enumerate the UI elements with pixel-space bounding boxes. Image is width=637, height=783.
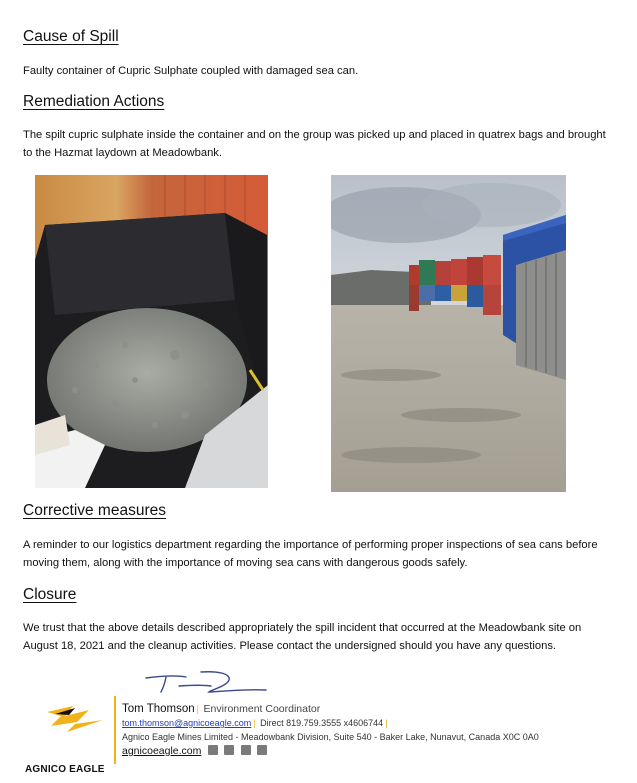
closure-text: We trust that the above details described appropriately the spill incident that occurred at the Meadowbank site on August 18, 2021 and the cleanup activities. Please contact the undersigned should you have any questions. (23, 622, 582, 652)
signer-address: Agnico Eagle Mines Limited - Meadowbank Division, Suite 540 - Baker Lake, Nunavut, Canada X0C 0A0 (122, 732, 539, 742)
yard-photo (331, 175, 566, 492)
bin-photo (35, 175, 268, 488)
handwritten-signature (141, 668, 271, 698)
signer-title: Environment Coordinator (203, 703, 321, 715)
eagle-icon (45, 702, 105, 734)
cause-heading: Cause of Spill (23, 28, 119, 45)
signer-phone: Direct 819.759.3555 x4606744 (260, 718, 384, 728)
remediation-text: The spilt cupric sulphate inside the container and on the group was picked up and placed in quatrex bags and brought to the Hazmat laydown at Meadowbank. (23, 129, 606, 159)
signer-name: Tom Thomson (122, 703, 195, 715)
logo-wordmark: AGNICO EAGLE (25, 764, 105, 775)
corrective-heading: Corrective measures (23, 502, 166, 519)
twitter-icon[interactable] (224, 745, 234, 755)
email-signature: AGNICO EAGLE Tom Thomson | Environment Coordinator tom.thomson@agnicoeagle.com | Direct 819.759.3555 x4606744 | Agnico Eagle Mines Limited - Meadowbank Division, Suite 540 - Baker Lake, Nunavut, Canada X0C 0A0 agnicoeagle.com (23, 668, 613, 778)
cause-text: Faulty container of Cupric Sulphate coupled with damaged sea can. (23, 65, 359, 77)
closure-heading: Closure (23, 586, 77, 603)
website-link[interactable]: agnicoeagle.com (122, 745, 202, 757)
agnico-eagle-logo (23, 698, 113, 775)
signature-divider (114, 696, 116, 764)
linkedin-icon[interactable] (241, 745, 251, 755)
instagram-icon[interactable] (257, 745, 267, 755)
signer-email-link[interactable]: tom.thomson@agnicoeagle.com (122, 718, 252, 728)
facebook-icon[interactable] (208, 745, 218, 755)
corrective-text: A reminder to our logistics department regarding the importance of performing proper inspections of sea cans before moving them, along with the importance of moving sea cans with dangerous goods safely. (23, 539, 598, 569)
remediation-heading: Remediation Actions (23, 93, 165, 110)
